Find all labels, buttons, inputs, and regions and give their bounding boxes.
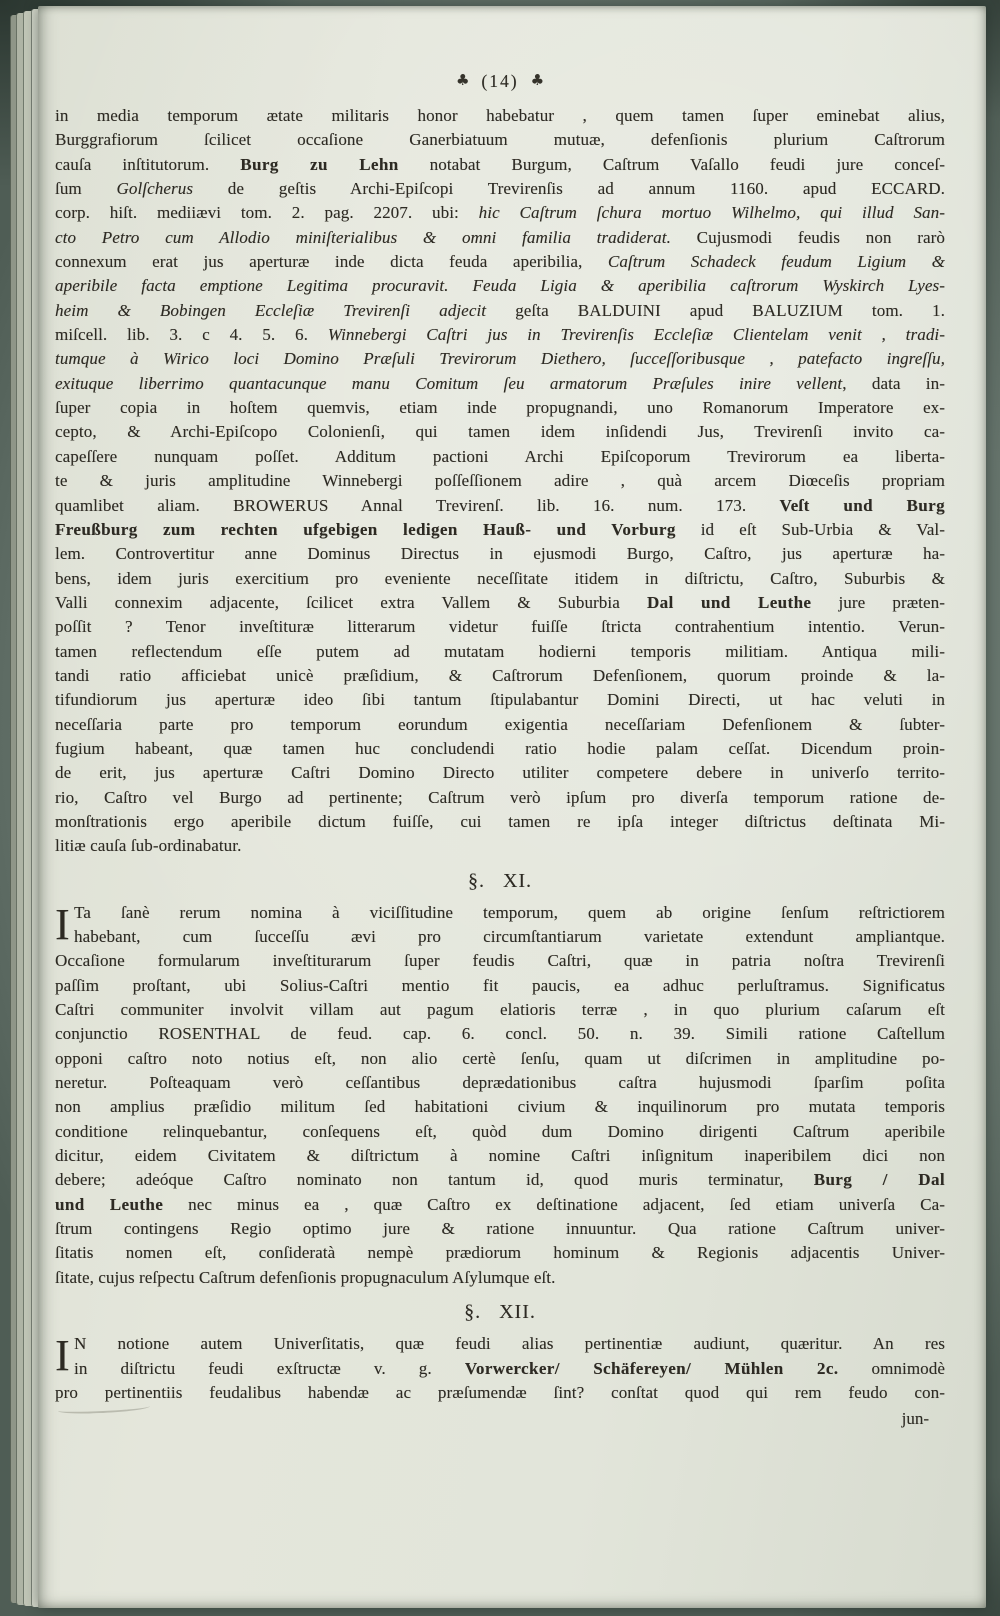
text-line (55, 1071, 945, 1095)
text-line (55, 494, 945, 518)
text-line (55, 925, 945, 949)
text-line (55, 201, 945, 225)
text-run: corp. hiſt. mediiævi tom. 2. pag. 2207. ubi: (55, 203, 479, 223)
page-number: (14) (481, 70, 519, 91)
text-run: Caſtrum Schadeck feudum Ligium & (607, 252, 945, 272)
text-line (55, 274, 945, 298)
text-line (55, 226, 945, 250)
text-run: opponi caſtro noto notius eſt, non alio certè ſenſu, quam ut diſcrimen in amplitudine po- (55, 1048, 945, 1068)
text-column (55, 66, 945, 1431)
text-line (55, 323, 945, 347)
text-run: Burg zu Lehn (240, 154, 399, 174)
text-line (55, 1357, 945, 1381)
text-run: de geſtis Archi-Epiſcopi Trevirenſis ad annum 1160. apud ECCARD. (193, 179, 945, 199)
text-run: conditione relinquebantur, conſequens eſt, quòd dum Domino dirigenti Caſtrum aperibile (55, 1121, 945, 1141)
text-run: pro pertinentiis feudalibus habendæ ac præſumendæ ſint? conſtat quod qui rem feudo con- (55, 1382, 945, 1402)
page-edge-stack (10, 8, 40, 1608)
text-run: ſitate, cujus reſpectu Caſtrum defenſionis propugnaculum Aſylumque eſt. (55, 1267, 556, 1287)
text-run: ſitatis nomen eſt, conſideratà nempè prædiorum hominum & Regionis adjacentis Univer- (55, 1243, 945, 1263)
text-run: jure præten- (811, 592, 945, 612)
text-run: omnimodè (838, 1358, 945, 1378)
text-run: habebant, cum ſucceſſu ævi pro circumſtantiarum varietate extendunt ampliantque. (74, 927, 945, 946)
text-run: id eſt Sub-Urbia & Val- (675, 519, 945, 539)
floral-ornament-icon: ♣ (530, 71, 545, 89)
text-run: de erit, jus aperturæ Caſtri Domino Directo utiliter competere debere in univerſo territo- (55, 763, 945, 783)
text-line (55, 1266, 945, 1290)
text-run: capeſſere nunquam poſſet. Additum pactioni Archi Epiſcoporum Trevirorum ea liberta- (55, 446, 945, 466)
text-line (55, 949, 945, 973)
page-header (55, 66, 945, 96)
text-line (55, 737, 945, 761)
text-run: neceſſaria parte pro temporum eorundum exigentia neceſſariam Defenſionem & ſubter- (55, 714, 945, 734)
text-run: non amplius præſidio militum ſed habitationi civium & inquilinorum pro mutata temporis (55, 1097, 945, 1117)
paragraph (55, 104, 945, 859)
text-run: aperibile facta emptione Legitima procuravit. Feuda Ligia & aperibilia caſtrorum Wyskirch Lyes- (55, 276, 945, 296)
text-run: bens, idem juris exercitium pro eveniente neceſſitate itidem in diſtrictu, Caſtro, Suburbis & (55, 568, 945, 588)
text-line (55, 104, 945, 128)
text-line (55, 1095, 945, 1119)
text-line (55, 1241, 945, 1265)
text-line (55, 1022, 945, 1046)
text-run: quamlibet aliam. BROWERUS Annal Trevirenſ. lib. 16. num. 173. (55, 495, 780, 515)
text-run: in diſtrictu feudi exſtructæ v. g. (74, 1358, 465, 1378)
text-line (55, 250, 945, 274)
text-run: N notione autem Univerſitatis, quæ feudi alias pertinentiæ audiunt, quæritur. An res (74, 1334, 945, 1354)
floral-ornament-icon: ♣ (455, 71, 470, 89)
text-run: lem. Controvertitur anne Dominus Directus in ejusmodi Burgo, Caſtro, jus aperturæ ha- (55, 544, 945, 564)
catchword: jun- (901, 1409, 929, 1429)
text-run: Dal und Leuthe (646, 592, 812, 612)
text-run: te & juris amplitudine Winnebergi poſſeſſionem adire , quà arcem Diœceſis propriam (55, 471, 945, 491)
text-line (55, 347, 945, 371)
text-line (55, 299, 945, 323)
text-run: fugium habeant, quæ tamen huc concludendi ratio hodie palam ceſſat. Dicendum proin- (55, 738, 945, 758)
text-run: Occaſione formularum inveſtiturarum ſuper feudis Caſtri, quæ in patria noſtra Trevirenſi (55, 951, 945, 971)
text-line (55, 567, 945, 591)
text-line (55, 518, 945, 542)
text-run: cepto, & Archi-Epiſcopo Colonienſi, qui tamen idem inſidendi Jus, Trevirenſi invito ca- (55, 422, 945, 442)
text-run: Cujusmodi feudis non rarò (670, 227, 945, 247)
text-run: cto Petro cum Allodio miniſterialibus & omni familia tradiderat. (55, 227, 671, 247)
text-run: ſtrum contingens Regio optimo jure & ratione innuuntur. Qua ratione Caſtrum univer- (55, 1219, 945, 1239)
text-run: miſcell. lib. 3. c 4. 5. 6. (55, 325, 328, 345)
text-line (55, 713, 945, 737)
text-line (55, 1047, 945, 1071)
text-line (55, 901, 945, 925)
text-run: connexum erat jus aperturæ inde dicta feuda aperibilia, (55, 252, 608, 272)
text-line (55, 1144, 945, 1168)
text-run: rio, Caſtro vel Burgo ad pertinente; Caſtrum verò ipſum pro diverſa temporum ratione de- (55, 787, 945, 807)
text-run: neretur. Poſteaquam verò ceſſantibus deprædationibus caſtra hujusmodi ſparſim poſita (55, 1073, 945, 1093)
text-run: notabat Burgum, Caſtrum Vaſallo feudi jure conceſ- (398, 154, 945, 174)
text-run: exituque liberrimo quantacunque manu Comitum ſeu armatorum Præſules inire vellent (55, 373, 843, 393)
section-heading: §. XI. (467, 869, 533, 892)
text-line (55, 396, 945, 420)
text-run: hic Caſtrum ſchura mortuo Wilhelmo, qui illud San- (478, 203, 946, 223)
text-line (55, 1381, 945, 1405)
text-run: ſum (55, 179, 117, 199)
paragraph (55, 901, 945, 1291)
body-text (55, 104, 945, 1405)
text-run: in media temporum ætate militaris honor habebatur , quem tamen ſuper eminebat alius, (55, 106, 945, 125)
text-run: Caſtri communiter involvit villam aut pagum elatioris terræ , in quo plurium caſarum eſt (55, 1000, 945, 1020)
text-line (55, 615, 945, 639)
text-line (55, 1120, 945, 1144)
text-line (55, 834, 945, 858)
text-line (55, 974, 945, 998)
text-run: tandi ratio afficiebat unicè præſidium, & Caſtrorum Defenſionem, quorum proinde & la- (55, 665, 945, 685)
book-page (38, 6, 986, 1608)
text-line (55, 153, 945, 177)
text-line (55, 998, 945, 1022)
text-run: dicitur, eidem Civitatem & diſtrictum à nomine Caſtri inſignitum inaperibilem dici non (55, 1146, 945, 1166)
text-line (55, 445, 945, 469)
text-run: , data in- (842, 373, 945, 393)
text-run: Burg / Dal (813, 1170, 945, 1190)
text-run: cauſa inſtitutorum. (55, 154, 241, 174)
text-run: tifundiorum jus aperturæ ideo ſibi tantum ſtipulabantur Domini Directi, ut hac veluti in (55, 690, 945, 710)
text-line (55, 1168, 945, 1192)
text-line (55, 786, 945, 810)
catchword-row (55, 1407, 945, 1431)
text-run: paſſim proſtant, ubi Solius-Caſtri mentio fit paucis, ea adhuc perluſtramus. Significatus (55, 975, 945, 995)
text-line (55, 640, 945, 664)
text-run: geſta BALDUINI apud BALUZIUM tom. 1. (515, 300, 945, 320)
text-run: Ta ſanè rerum nomina à viciſſitudine temporum, quem ab origine ſenſum reſtrictiorem (74, 902, 945, 922)
text-run: litiæ cauſa ſub-ordinabatur. (55, 836, 242, 856)
text-line (55, 688, 945, 712)
text-run: Vorwercker/ Schäfereyen/ Mühlen 2c. (464, 1358, 839, 1378)
text-run: Burggrafiorum ſcilicet occaſione Ganerbiatuum mutuæ, defenſionis plurium Caſtrorum (55, 130, 945, 150)
text-run: poſſit ? Tenor inveſtituræ litterarum videtur fuiſſe ſtricta contrahentium intentio. Verun- (55, 617, 945, 637)
text-run: Veſt und Burg (779, 495, 945, 515)
text-line (55, 469, 945, 493)
text-line (55, 372, 945, 396)
text-run: ſuper copia in hoſtem quemvis, etiam inde propugnandi, uno Romanorum Imperatore ex- (55, 398, 945, 418)
text-line (55, 591, 945, 615)
text-line (55, 1332, 945, 1356)
text-line (55, 761, 945, 785)
text-line (55, 810, 945, 834)
text-run: Golſcherus (116, 179, 194, 199)
text-run: Valli connexim adjacente, ſcilicet extra Vallem & Suburbia (55, 592, 647, 612)
text-run: tumque à Wirico loci Domino Præſuli Trevirorum Diethero, ſucceſſoribusque , patefacto ingreſſu, (55, 349, 945, 369)
text-run: Winnebergi Caſtri jus in Trevirenſis Eccleſiæ Clientelam venit , tradi- (327, 325, 946, 345)
dropcap: I (55, 899, 70, 949)
text-run: monſtrationis ergo aperibile dictum fuiſſe, cui tamen re ipſa integer diſtrictus deſtinata Mi- (55, 811, 945, 831)
text-run: debere; adeóque Caſtro nominato non tantum id, quod muris terminatur, (55, 1170, 814, 1190)
text-line (55, 542, 945, 566)
text-run: conjunctio ROSENTHAL de feud. cap. 6. concl. 50. n. 39. Simili ratione Caſtellum (55, 1024, 945, 1044)
text-line (55, 664, 945, 688)
text-line (55, 177, 945, 201)
text-run: nec minus ea , quæ Caſtro ex deſtinatione adjacent, ſed etiam univerſa Ca- (163, 1194, 945, 1214)
text-run: und Leuthe (55, 1194, 164, 1214)
text-line (55, 1193, 945, 1217)
dropcap: I (55, 1331, 70, 1381)
text-line (55, 128, 945, 152)
text-line (55, 1217, 945, 1241)
text-run: Freußburg zum rechten ufgebigen ledigen Hauß- und Vorburg (55, 519, 676, 539)
section-heading: §. XII. (464, 1301, 536, 1324)
text-line (55, 420, 945, 444)
text-run: tamen reflectendum eſſe putem ad mutatam hodierni temporis militiam. Antiqua mili- (55, 641, 945, 661)
text-run: heim & Bobingen Eccleſiæ Trevirenſi adjecit (55, 300, 516, 320)
paragraph (55, 1332, 945, 1405)
